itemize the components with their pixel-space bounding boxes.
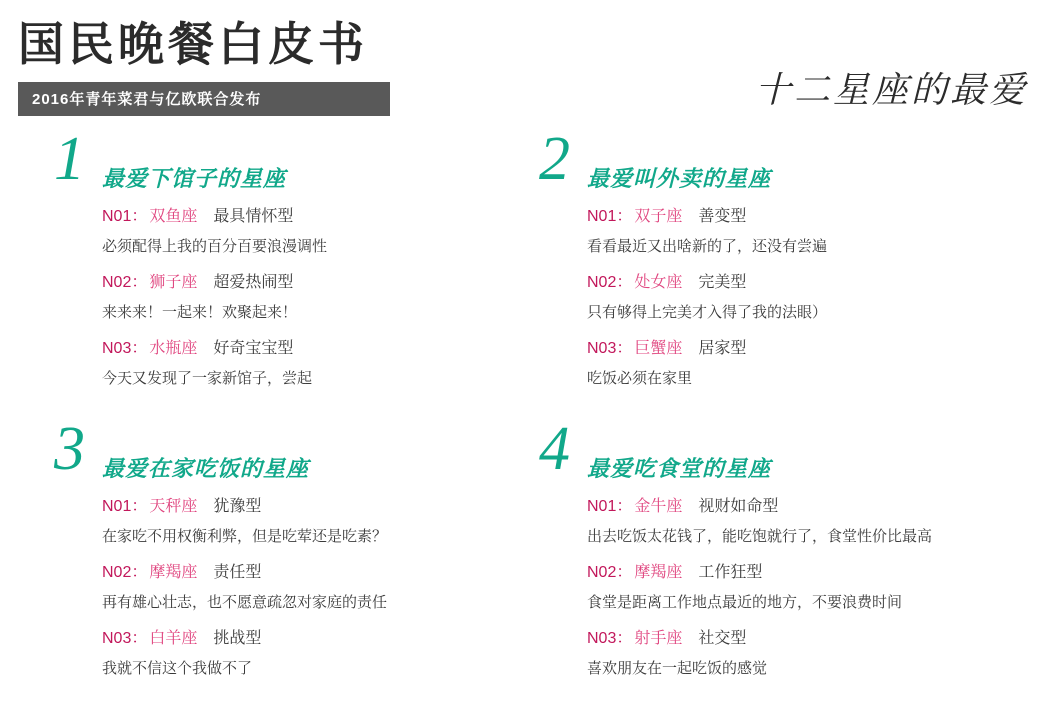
item-heading <box>102 272 540 294</box>
section-2-items <box>587 206 1025 390</box>
item-sign: 巨蟹座 <box>634 340 683 357</box>
section-2 <box>525 125 1025 404</box>
item-heading <box>587 562 1025 584</box>
section-1-number: 1 <box>54 125 85 193</box>
item-heading <box>587 272 1025 294</box>
list-item <box>102 496 540 548</box>
item-sign: 射手座 <box>634 630 683 647</box>
item-desc: 食堂是距离工作地点最近的地方，不要浪费时间 <box>587 594 903 611</box>
item-heading <box>102 206 540 228</box>
item-heading <box>587 496 1025 518</box>
item-desc: 吃饭必须在家里 <box>587 370 693 387</box>
item-heading <box>587 206 1025 228</box>
item-rank: N01： <box>587 208 633 225</box>
item-desc: 出去吃饭太花钱了，能吃饱就行了，食堂性价比最高 <box>587 528 933 545</box>
item-desc: 喜欢朋友在一起吃饭的感觉 <box>587 660 768 677</box>
item-type: 视财如命型 <box>698 498 779 515</box>
item-type: 责任型 <box>213 564 262 581</box>
item-sign: 天秤座 <box>149 498 198 515</box>
item-rank: N03： <box>102 340 148 357</box>
section-3-items <box>102 496 540 680</box>
section-4 <box>525 415 1025 694</box>
item-rank: N01： <box>102 498 148 515</box>
list-item <box>102 272 540 324</box>
item-type: 工作狂型 <box>698 564 763 581</box>
item-type: 居家型 <box>698 340 747 357</box>
section-3-header <box>40 415 540 492</box>
item-rank: N03： <box>102 630 148 647</box>
section-4-header <box>525 415 1025 492</box>
page-title: 国民晚餐白皮书 <box>18 19 368 70</box>
item-desc: 在家吃不用权衡利弊，但是吃荤还是吃素？ <box>102 528 388 545</box>
item-desc: 只有够得上完美才入得了我的法眼） <box>587 304 828 321</box>
page-header <box>0 0 1050 120</box>
item-rank: N02： <box>102 564 148 581</box>
item-heading <box>102 562 540 584</box>
item-heading <box>587 628 1025 650</box>
item-sign: 双鱼座 <box>149 208 198 225</box>
list-item <box>102 628 540 680</box>
item-desc: 来来来！一起来！欢聚起来！ <box>102 304 298 321</box>
item-heading <box>587 338 1025 360</box>
list-item <box>587 628 1025 680</box>
item-heading <box>102 628 540 650</box>
item-sign: 金牛座 <box>634 498 683 515</box>
item-rank: N02： <box>102 274 148 291</box>
section-2-header <box>525 125 1025 202</box>
item-type: 完美型 <box>698 274 747 291</box>
item-sign: 双子座 <box>634 208 683 225</box>
item-sign: 摩羯座 <box>149 564 198 581</box>
sections-grid <box>0 125 1050 710</box>
item-rank: N03： <box>587 340 633 357</box>
section-1 <box>40 125 540 404</box>
item-heading <box>102 338 540 360</box>
item-heading <box>102 496 540 518</box>
list-item <box>102 338 540 390</box>
item-sign: 处女座 <box>634 274 683 291</box>
item-type: 社交型 <box>698 630 747 647</box>
item-rank: N02： <box>587 564 633 581</box>
section-1-header <box>40 125 540 202</box>
item-type: 好奇宝宝型 <box>213 340 294 357</box>
list-item <box>587 496 1025 548</box>
item-type: 超爱热闹型 <box>213 274 294 291</box>
subtitle-banner: 2016年青年菜君与亿欧联合发布 <box>18 82 390 116</box>
list-item <box>587 206 1025 258</box>
item-desc: 再有雄心壮志，也不愿意疏忽对家庭的责任 <box>102 594 388 611</box>
section-4-items <box>587 496 1025 680</box>
section-2-number: 2 <box>539 125 570 193</box>
section-1-title: 最爱下馆子的星座 <box>102 166 287 191</box>
item-rank: N03： <box>587 630 633 647</box>
item-rank: N02： <box>587 274 633 291</box>
section-4-number: 4 <box>539 415 570 483</box>
header-right-title: 十二星座的最爱 <box>754 70 1028 110</box>
item-type: 犹豫型 <box>213 498 262 515</box>
section-3 <box>40 415 540 694</box>
item-desc: 必须配得上我的百分百要浪漫调性 <box>102 238 328 255</box>
section-3-title: 最爱在家吃饭的星座 <box>102 456 310 481</box>
section-2-title: 最爱叫外卖的星座 <box>587 166 772 191</box>
item-desc: 今天又发现了一家新馆子，尝起 <box>102 370 313 387</box>
item-type: 挑战型 <box>213 630 262 647</box>
list-item <box>587 562 1025 614</box>
list-item <box>587 272 1025 324</box>
section-3-number: 3 <box>54 415 85 483</box>
item-sign: 狮子座 <box>149 274 198 291</box>
list-item <box>102 562 540 614</box>
item-desc: 我就不信这个我做不了 <box>102 660 253 677</box>
item-rank: N01： <box>587 498 633 515</box>
item-type: 善变型 <box>698 208 747 225</box>
item-rank: N01： <box>102 208 148 225</box>
item-sign: 摩羯座 <box>634 564 683 581</box>
item-type: 最具情怀型 <box>213 208 294 225</box>
section-1-items <box>102 206 540 390</box>
item-sign: 白羊座 <box>149 630 198 647</box>
list-item <box>587 338 1025 390</box>
section-4-title: 最爱吃食堂的星座 <box>587 456 772 481</box>
list-item <box>102 206 540 258</box>
item-desc: 看看最近又出啥新的了，还没有尝遍 <box>587 238 828 255</box>
item-sign: 水瓶座 <box>149 340 198 357</box>
